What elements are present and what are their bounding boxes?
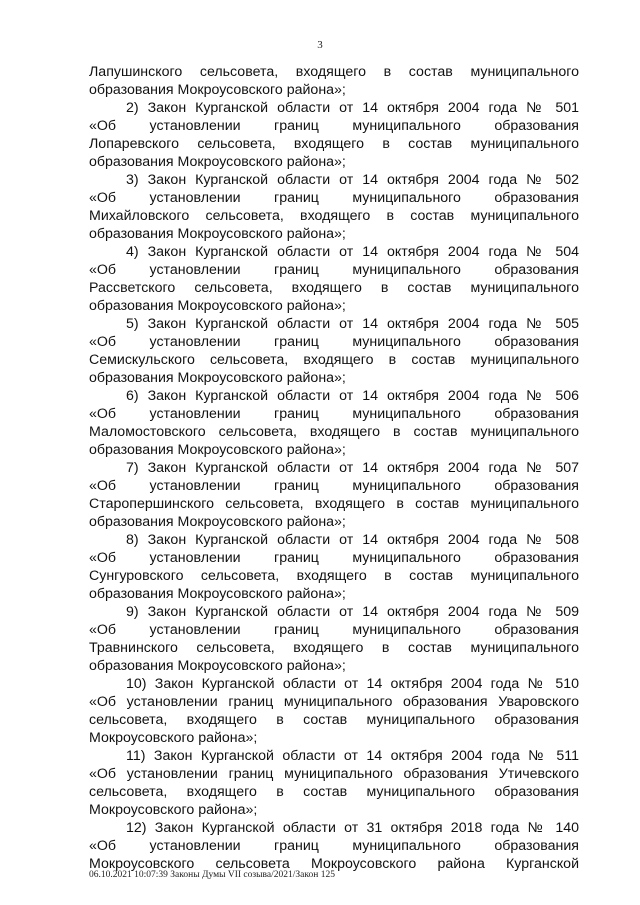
document-line: 11) Закон Курганской области от 14 октября 2004 года № 511 — [126, 748, 579, 764]
document-line: образования Мокроусовского района»; — [89, 370, 346, 386]
document-line: «Об установлении границ муниципального образования — [89, 334, 579, 350]
document-line: 5) Закон Курганской области от 14 октября 2004 года № 505 — [126, 316, 579, 332]
document-line: образования Мокроусовского района»; — [89, 514, 346, 530]
document-line: «Об установлении границ муниципального образования — [89, 190, 579, 206]
document-line: Маломостовского сельсовета, входящего в состав муниципального — [89, 424, 579, 440]
document-line: 4) Закон Курганской области от 14 октября 2004 года № 504 — [126, 244, 579, 260]
document-line: Сунгуровского сельсовета, входящего в состав муниципального — [89, 568, 579, 584]
document-line: образования Мокроусовского района»; — [89, 226, 346, 242]
document-line: 10) Закон Курганской области от 14 октября 2004 года № 510 — [126, 676, 579, 692]
document-line: сельсовета, входящего в состав муниципального образования — [89, 712, 579, 728]
document-line: Лапушинского сельсовета, входящего в состав муниципального — [89, 64, 579, 80]
document-line: «Об установлении границ муниципального образования — [89, 118, 579, 134]
document-line: 3) Закон Курганской области от 14 октября 2004 года № 502 — [126, 172, 579, 188]
document-line: Михайловского сельсовета, входящего в состав муниципального — [89, 208, 579, 224]
document-line: образования Мокроусовского района»; — [89, 442, 346, 458]
document-line: образования Мокроусовского района»; — [89, 82, 346, 98]
document-line: «Об установлении границ муниципального образования Утичевского — [89, 766, 579, 782]
document-line: образования Мокроусовского района»; — [89, 298, 346, 314]
document-line: 9) Закон Курганской области от 14 октября 2004 года № 509 — [126, 604, 579, 620]
document-line: Мокроусовского района»; — [89, 730, 258, 746]
document-line: Мокроусовского района»; — [89, 802, 258, 818]
document-line: 2) Закон Курганской области от 14 октября 2004 года № 501 — [126, 100, 579, 116]
document-line: «Об установлении границ муниципального образования — [89, 406, 579, 422]
document-line: «Об установлении границ муниципального образования — [89, 550, 579, 566]
document-line: образования Мокроусовского района»; — [89, 154, 346, 170]
document-line: «Об установлении границ муниципального образования — [89, 262, 579, 278]
document-line: образования Мокроусовского района»; — [89, 658, 346, 674]
document-line: сельсовета, входящего в состав муниципального образования — [89, 784, 579, 800]
document-body — [89, 63, 579, 873]
document-footer: 06.10.2021 10:07:39 Законы Думы VII созыва/2021/Закон 125 — [89, 870, 335, 880]
document-line: Старопершинского сельсовета, входящего в состав муниципального — [89, 496, 579, 512]
document-line: Лопаревского сельсовета, входящего в состав муниципального — [89, 136, 579, 152]
document-line: Рассветского сельсовета, входящего в состав муниципального — [89, 280, 579, 296]
document-line: Мокроусовского сельсовета Мокроусовского района Курганской — [89, 856, 579, 872]
document-line: Травнинского сельсовета, входящего в состав муниципального — [89, 640, 579, 656]
page-number: 3 — [317, 39, 323, 51]
document-line: «Об установлении границ муниципального образования — [89, 478, 579, 494]
document-line: «Об установлении границ муниципального образования — [89, 838, 579, 854]
document-line: «Об установлении границ муниципального образования — [89, 622, 579, 638]
document-line: 6) Закон Курганской области от 14 октября 2004 года № 506 — [126, 388, 579, 404]
document-line: 8) Закон Курганской области от 14 октября 2004 года № 508 — [126, 532, 579, 548]
document-line: 7) Закон Курганской области от 14 октября 2004 года № 507 — [126, 460, 579, 476]
document-line: «Об установлении границ муниципального образования Уваровского — [89, 694, 579, 710]
document-line: Семискульского сельсовета, входящего в состав муниципального — [89, 352, 579, 368]
document-line: образования Мокроусовского района»; — [89, 586, 346, 602]
document-line: 12) Закон Курганской области от 31 октября 2018 года № 140 — [126, 820, 579, 836]
